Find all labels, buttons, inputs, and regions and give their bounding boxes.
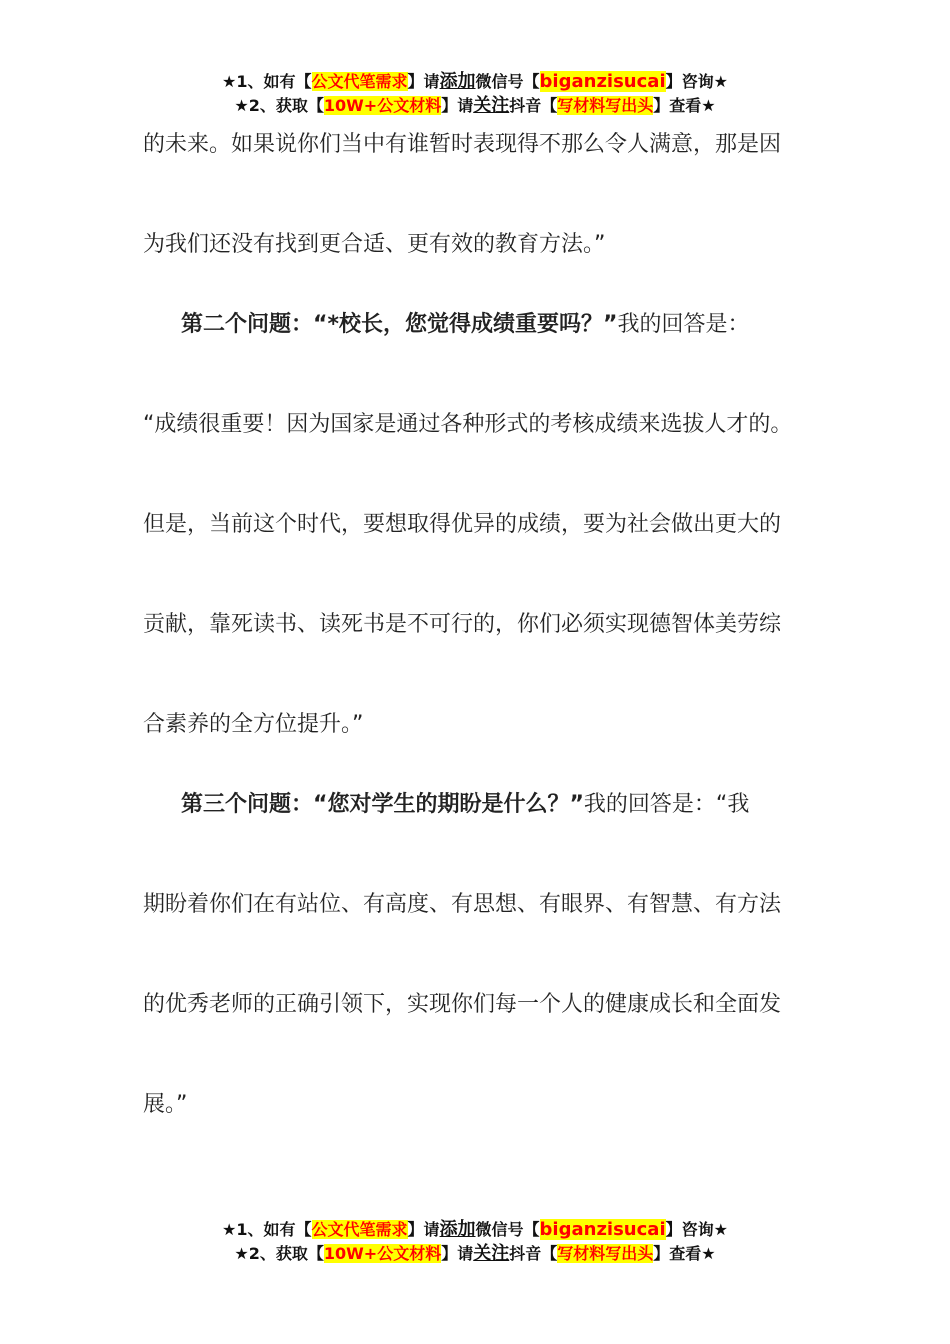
banner-line-1 — [0, 1218, 950, 1242]
paragraph-line: “成绩很重要！因为国家是通过各种形式的考核成绩来选拔人才的。 — [143, 412, 793, 437]
paragraph-line: 但是，当前这个时代，要想取得优异的成绩，要为社会做出更大的 — [143, 512, 782, 537]
banner-highlight: 写材料写出头 — [557, 1244, 654, 1263]
banner-line-2 — [0, 94, 950, 118]
banner-line-2 — [0, 1242, 950, 1266]
question-2-line — [181, 310, 861, 340]
banner-text: 微信号【 — [475, 1220, 540, 1239]
banner-highlight: 公文代笔需求 — [311, 72, 408, 91]
paragraph-line: 期盼着你们在有站位、有高度、有思想、有眼界、有智慧、有方法 — [143, 892, 782, 917]
banner-highlight: 公文代笔需求 — [311, 1220, 408, 1239]
banner-text: 微信号【 — [475, 72, 540, 91]
banner-underline: 关注 — [473, 95, 510, 116]
banner-text: ★1、如有【 — [222, 72, 312, 91]
banner-text: 】咨询★ — [665, 1220, 728, 1239]
banner-text: 】请 — [407, 1220, 440, 1239]
banner-line-1 — [0, 70, 950, 94]
banner-text: ★1、如有【 — [222, 1220, 312, 1239]
paragraph-line: 为我们还没有找到更合适、更有效的教育方法。” — [143, 232, 606, 257]
banner-text: 抖音【 — [509, 1244, 558, 1263]
paragraph-line: 的未来。如果说你们当中有谁暂时表现得不那么令人满意，那是因 — [143, 132, 782, 157]
paragraph-line: 的优秀老师的正确引领下，实现你们每一个人的健康成长和全面发 — [143, 992, 782, 1017]
header-banner — [0, 70, 950, 118]
banner-underline: 添加 — [439, 71, 476, 92]
paragraph-line: 贡献，靠死读书、读死书是不可行的，你们必须实现德智体美劳综 — [143, 612, 782, 637]
banner-text: 】请 — [407, 72, 440, 91]
banner-text: 】请 — [441, 96, 474, 115]
banner-text: ★2、获取【 — [234, 1244, 324, 1263]
banner-highlight: 10W+公文材料 — [323, 1244, 442, 1263]
paragraph-line: 合素养的全方位提升。” — [143, 712, 364, 737]
paragraph-line: 展。” — [143, 1092, 188, 1117]
banner-text: 】请 — [441, 1244, 474, 1263]
banner-text: 】查看★ — [653, 1244, 716, 1263]
banner-underline: 添加 — [439, 1219, 476, 1240]
banner-highlight: 写材料写出头 — [557, 96, 654, 115]
banner-text: ★2、获取【 — [234, 96, 324, 115]
banner-underline: 关注 — [473, 1243, 510, 1264]
banner-highlight: biganzisucai — [539, 71, 666, 92]
question-2-heading: 第二个问题：“*校长，您觉得成绩重要吗？” — [181, 312, 618, 337]
banner-highlight: 10W+公文材料 — [323, 96, 442, 115]
question-3-line — [181, 790, 861, 820]
banner-text: 】查看★ — [653, 96, 716, 115]
footer-banner — [0, 1218, 950, 1266]
banner-text: 】咨询★ — [665, 72, 728, 91]
banner-highlight: biganzisucai — [539, 1219, 666, 1240]
question-3-heading: 第三个问题：“您对学生的期盼是什么？” — [181, 792, 584, 817]
banner-text: 抖音【 — [509, 96, 558, 115]
question-3-answer-lead: 我的回答是：“我 — [583, 792, 750, 817]
question-2-answer-lead: 我的回答是： — [617, 312, 750, 337]
